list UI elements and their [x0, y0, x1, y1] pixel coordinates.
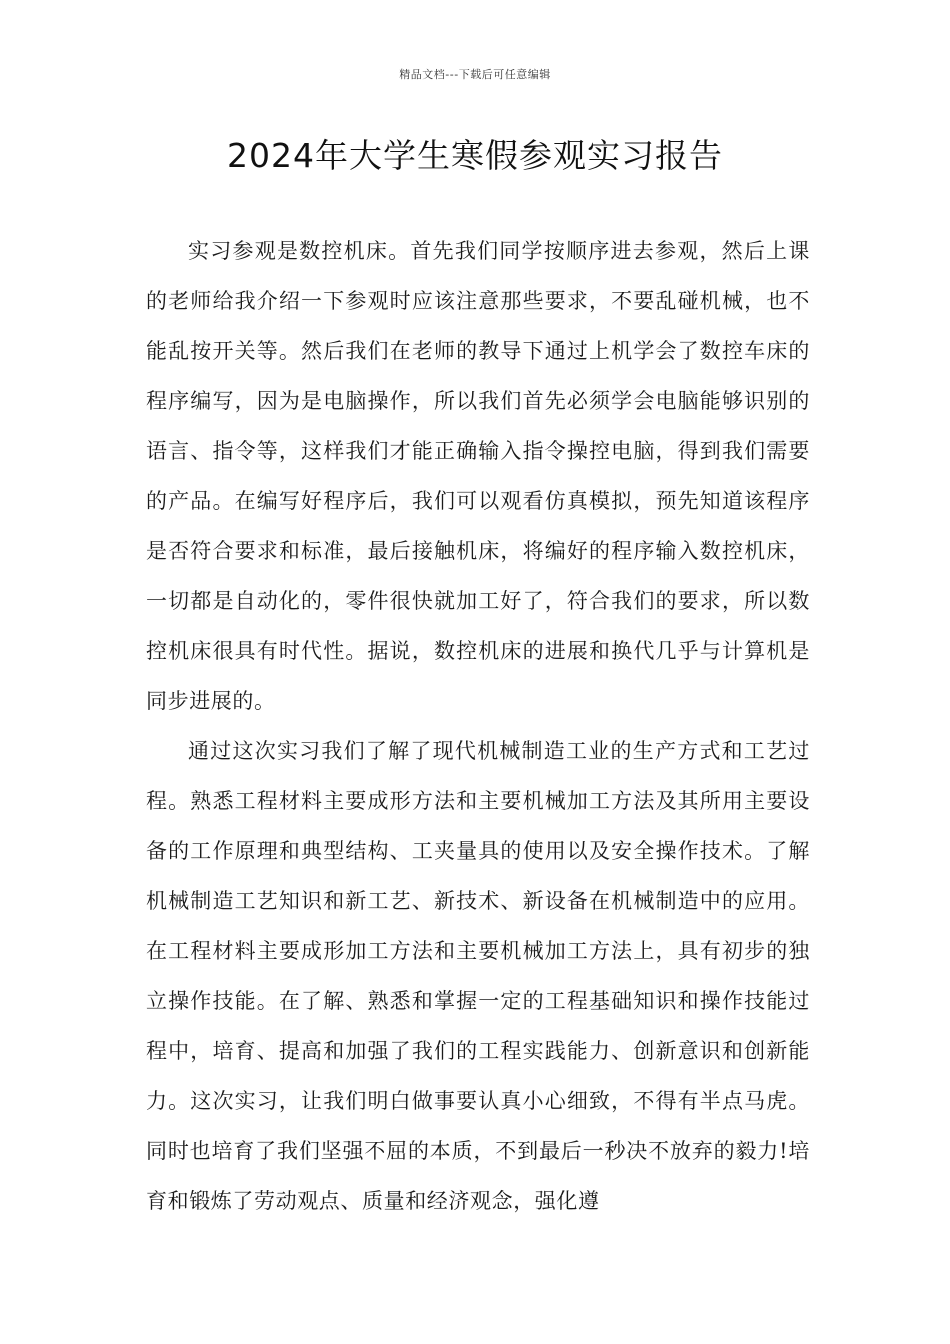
paragraph-2: 通过这次实习我们了解了现代机械制造工业的生产方式和工艺过程。熟悉工程材料主要成形方法和主要机械加工方法及其所用主要设备的工作原理和典型结构、工夹量具的使用以及安全操作技术。了解机械制造工艺知识和新工艺、新技术、新设备在机械制造中的应用。在工程材料主要成形加工方法和主要机械加工方法上，具有初步的独立操作技能。在了解、熟悉和掌握一定的工程基础知识和操作技能过程中，培育、提高和加强了我们的工程实践能力、创新意识和创新能力。这次实习，让我们明白做事要认真小心细致，不得有半点马虎。同时也培育了我们坚强不屈的本质，不到最后一秒决不放弃的毅力!培育和锻炼了劳动观点、质量和经济观念，强化遵 — [146, 739, 810, 1213]
document-body — [146, 226, 810, 1226]
document-title: 2024年大学生寒假参观实习报告 — [227, 136, 723, 175]
header-note: 精品文档---下载后可任意编辑 — [399, 68, 551, 81]
paragraph-1: 实习参观是数控机床。首先我们同学按顺序进去参观，然后上课的老师给我介绍一下参观时应该注意那些要求，不要乱碰机械，也不能乱按开关等。然后我们在老师的教导下通过上机学会了数控车床的程序编写，因为是电脑操作，所以我们首先必须学会电脑能够识别的语言、指令等，这样我们才能正确输入指令操控电脑，得到我们需要的产品。在编写好程序后，我们可以观看仿真模拟，预先知道该程序是否符合要求和标准，最后接触机床，将编好的程序输入数控机床，一切都是自动化的，零件很快就加工好了，符合我们的要求，所以数控机床很具有时代性。据说，数控机床的进展和换代几乎与计算机是同步进展的。 — [146, 239, 810, 713]
